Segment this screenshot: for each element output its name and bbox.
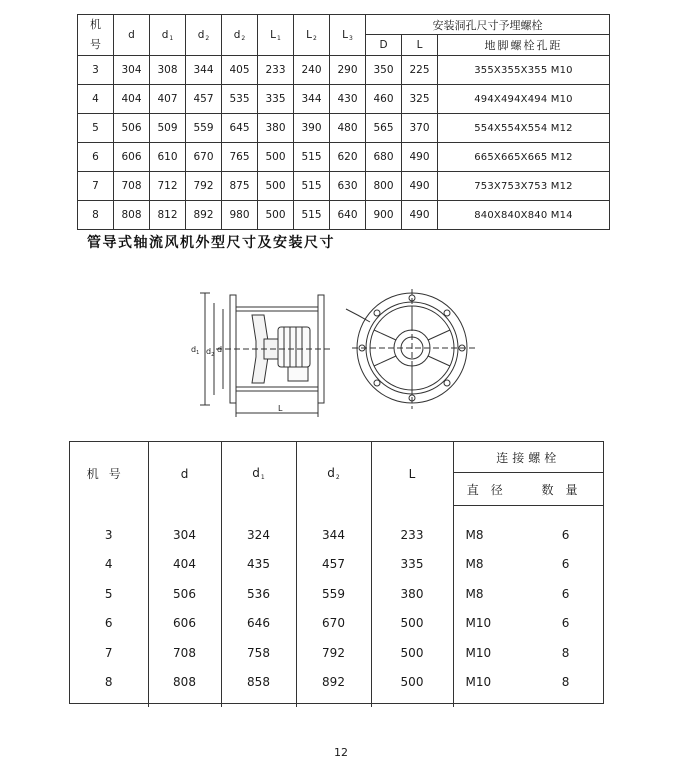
table-row <box>78 201 610 230</box>
table-row <box>78 143 610 172</box>
table-row <box>70 668 603 698</box>
table-cell: 554X554X554 M12 <box>438 114 610 143</box>
table-cell: M8 <box>465 586 484 601</box>
table-cell: 900 <box>366 201 402 230</box>
table-cell: 5 <box>78 114 114 143</box>
table-cell: 509 <box>150 114 186 143</box>
header-d-2: d <box>148 442 221 506</box>
table-cell: M10 <box>465 616 492 631</box>
table-cell: 808 <box>114 201 150 230</box>
fan-outline-drawing <box>180 285 485 420</box>
table-cell: 380 <box>371 579 453 609</box>
table-cell: 758 <box>221 638 296 668</box>
bottom-dimension-table <box>70 442 603 707</box>
table-cell: 460 <box>366 85 402 114</box>
table-row <box>70 550 603 580</box>
table-cell: 407 <box>150 85 186 114</box>
header-l1: $L_1$ <box>258 15 294 56</box>
table-cell: 500 <box>258 172 294 201</box>
table-cell: 753X753X753 M12 <box>438 172 610 201</box>
table-row <box>78 85 610 114</box>
table-cell: 240 <box>294 56 330 85</box>
table-cell: 490 <box>402 143 438 172</box>
table-cell: 515 <box>294 172 330 201</box>
table-cell: 6 <box>561 557 570 572</box>
table-cell: 565 <box>366 114 402 143</box>
table-cell: 980 <box>222 201 258 230</box>
table-cell: M10 <box>465 645 492 660</box>
table-cell: 233 <box>371 520 453 550</box>
table-cell: 808 <box>148 668 221 698</box>
table-cell: 515 <box>294 201 330 230</box>
table-cell: 712 <box>150 172 186 201</box>
table-cell: 515 <box>294 143 330 172</box>
table-cell: 494X494X494 M10 <box>438 85 610 114</box>
table-cell: M8 <box>465 557 484 572</box>
table-cell: 640 <box>330 201 366 230</box>
table-cell: 630 <box>330 172 366 201</box>
header-anchor-bolt-spacing: 地脚螺栓孔距 <box>438 35 610 56</box>
table-cell: 3 <box>70 520 148 550</box>
table-cell: 535 <box>222 85 258 114</box>
table-cell: 404 <box>114 85 150 114</box>
table-cell: 858 <box>221 668 296 698</box>
table-row <box>70 638 603 668</box>
table-cell: 8 <box>561 645 570 660</box>
table-cell: 500 <box>258 143 294 172</box>
table-cell: 457 <box>186 85 222 114</box>
header-big-d: D <box>366 35 402 56</box>
table-cell: 606 <box>148 609 221 639</box>
table-cell: 500 <box>371 609 453 639</box>
table-cell: 670 <box>296 609 371 639</box>
page-number: 12 <box>334 746 348 759</box>
table-cell: 875 <box>222 172 258 201</box>
table-cell: M8 <box>465 527 484 542</box>
figure-caption: 管导式轴流风机外型尺寸及安装尺寸 <box>87 235 335 251</box>
table-row <box>78 56 610 85</box>
table-cell: 335 <box>371 550 453 580</box>
bottom-table-body <box>70 520 603 707</box>
header-big-l: L <box>402 35 438 56</box>
table-cell: 225 <box>402 56 438 85</box>
table-cell: 390 <box>294 114 330 143</box>
header-d3: $d_2$ <box>222 15 258 56</box>
table-cell: 606 <box>114 143 150 172</box>
header-d2: $d_2$ <box>186 15 222 56</box>
header-l3: $L_3$ <box>330 15 366 56</box>
header-d: d <box>114 15 150 56</box>
table-row <box>70 579 603 609</box>
top-table-body <box>78 56 610 230</box>
table-cell: 370 <box>402 114 438 143</box>
table-cell: 325 <box>402 85 438 114</box>
table-cell: 3 <box>78 56 114 85</box>
table-cell: 892 <box>296 668 371 698</box>
table-row <box>78 172 610 201</box>
table-cell: 6 <box>561 616 570 631</box>
table-cell: 559 <box>296 579 371 609</box>
table-cell: 344 <box>186 56 222 85</box>
table-cell: 355X355X355 M10 <box>438 56 610 85</box>
table-cell: 457 <box>296 550 371 580</box>
table-cell: 500 <box>371 668 453 698</box>
table-cell: 800 <box>366 172 402 201</box>
dim-label-d1: $d_1$ <box>191 345 200 356</box>
table-cell: 430 <box>330 85 366 114</box>
table-cell: 620 <box>330 143 366 172</box>
table-cell: 380 <box>258 114 294 143</box>
header-quantity: 数量 <box>528 473 603 506</box>
table-cell: 404 <box>148 550 221 580</box>
table-cell: 8 <box>70 668 148 698</box>
table-cell: 490 <box>402 172 438 201</box>
table-cell: 233 <box>258 56 294 85</box>
table-cell: 6 <box>78 143 114 172</box>
table-row <box>70 609 603 639</box>
table-cell: 5 <box>70 579 148 609</box>
table-row <box>70 520 603 550</box>
table-cell: 645 <box>222 114 258 143</box>
table-cell: 500 <box>371 638 453 668</box>
table-cell: 559 <box>186 114 222 143</box>
header-d2-2: $d_2$ <box>296 442 371 506</box>
dim-label-d2: $d_2$ <box>206 347 215 358</box>
table-cell: 324 <box>221 520 296 550</box>
table-cell: 610 <box>150 143 186 172</box>
front-view <box>346 289 476 409</box>
table-cell: 665X665X665 M12 <box>438 143 610 172</box>
table-cell: 480 <box>330 114 366 143</box>
table-cell: 405 <box>222 56 258 85</box>
table-cell: 500 <box>258 201 294 230</box>
header-diameter: 直径 <box>453 473 528 506</box>
table-row <box>78 114 610 143</box>
table-cell: 6 <box>70 609 148 639</box>
side-view <box>200 293 330 417</box>
table-cell: 708 <box>148 638 221 668</box>
table-cell: 8 <box>561 675 570 690</box>
table-cell: 765 <box>222 143 258 172</box>
table-cell: 670 <box>186 143 222 172</box>
header-l-2: L <box>371 442 453 506</box>
dim-label-l: L <box>278 404 283 413</box>
header-l2: $L_2$ <box>294 15 330 56</box>
dim-label-d: d <box>217 345 223 354</box>
header-d1-2: $d_1$ <box>221 442 296 506</box>
header-install-group: 安装洞孔尺寸予埋螺栓 <box>366 15 610 35</box>
table-cell: M10 <box>465 675 492 690</box>
header-connection-bolts: 连接螺栓 <box>453 442 603 473</box>
table-cell: 4 <box>70 550 148 580</box>
table-cell: 892 <box>186 201 222 230</box>
table-cell: 344 <box>296 520 371 550</box>
table-cell: 7 <box>78 172 114 201</box>
header-machine-no: 机 号 <box>78 15 114 56</box>
table-cell: 7 <box>70 638 148 668</box>
table-cell: 344 <box>294 85 330 114</box>
table-cell: 290 <box>330 56 366 85</box>
table-cell: 812 <box>150 201 186 230</box>
table-cell: 4 <box>78 85 114 114</box>
table-cell: 792 <box>296 638 371 668</box>
header-d1: $d_1$ <box>150 15 186 56</box>
top-dimension-table <box>77 14 610 230</box>
table-cell: 536 <box>221 579 296 609</box>
table-cell: 6 <box>561 527 570 542</box>
table-cell: 8 <box>78 201 114 230</box>
table-cell: 335 <box>258 85 294 114</box>
table-cell: 708 <box>114 172 150 201</box>
table-cell: 6 <box>561 586 570 601</box>
table-cell: 350 <box>366 56 402 85</box>
table-cell: 840X840X840 M14 <box>438 201 610 230</box>
table-cell: 308 <box>150 56 186 85</box>
table-cell: 304 <box>148 520 221 550</box>
bottom-dimension-table-frame <box>69 441 604 704</box>
table-cell: 435 <box>221 550 296 580</box>
header-machine-no-2: 机号 <box>70 442 148 506</box>
table-cell: 304 <box>114 56 150 85</box>
table-cell: 680 <box>366 143 402 172</box>
table-cell: 646 <box>221 609 296 639</box>
table-cell: 506 <box>148 579 221 609</box>
table-cell: 490 <box>402 201 438 230</box>
table-cell: 792 <box>186 172 222 201</box>
table-cell: 506 <box>114 114 150 143</box>
